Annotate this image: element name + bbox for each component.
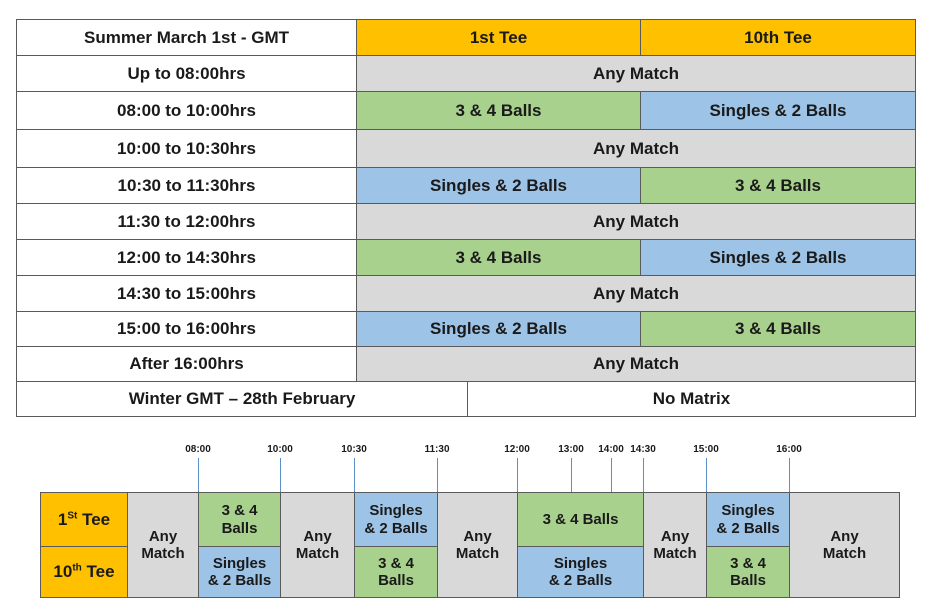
segment-10th-tee-3-4-balls: 3 & 4 Balls: [354, 546, 438, 598]
tick-label: 12:00: [504, 444, 530, 455]
tick-line: [571, 458, 572, 492]
segment-any-match: Any Match: [789, 492, 900, 598]
row-time: 10:30 to 11:30hrs: [16, 167, 357, 204]
tick-label: 10:30: [341, 444, 367, 455]
timeline-10th-tee-label: 10th Tee: [40, 546, 128, 598]
row-any-match: Any Match: [356, 55, 916, 92]
tick-label: 16:00: [776, 444, 802, 455]
row-time: Up to 08:00hrs: [16, 55, 357, 92]
row-any-match: Any Match: [356, 275, 916, 312]
row-time: 14:30 to 15:00hrs: [16, 275, 357, 312]
header-1st-tee: 1st Tee: [356, 19, 641, 56]
row-10th-tee-slot: Singles & 2 Balls: [640, 91, 916, 130]
row-any-match: Any Match: [356, 203, 916, 240]
row-10th-tee-slot: 3 & 4 Balls: [640, 167, 916, 204]
segment-10th-tee-3-4-balls: 3 & 4 Balls: [706, 546, 790, 598]
winter-label: Winter GMT – 28th February: [16, 381, 468, 417]
tick-label: 15:00: [693, 444, 719, 455]
tick-line: [789, 458, 790, 492]
tick-line: [706, 458, 707, 492]
row-any-match: Any Match: [356, 346, 916, 382]
row-1st-tee-slot: 3 & 4 Balls: [356, 91, 641, 130]
row-10th-tee-slot: 3 & 4 Balls: [640, 311, 916, 347]
row-1st-tee-slot: Singles & 2 Balls: [356, 311, 641, 347]
row-10th-tee-slot: Singles & 2 Balls: [640, 239, 916, 276]
segment-1st-tee-singles: Singles & 2 Balls: [354, 492, 438, 547]
row-time: 10:00 to 10:30hrs: [16, 129, 357, 168]
tick-line: [198, 458, 199, 492]
tick-line: [354, 458, 355, 492]
tick-line: [437, 458, 438, 492]
header-season-label: Summer March 1st - GMT: [16, 19, 357, 56]
segment-any-match: Any Match: [127, 492, 199, 598]
segment-1st-tee-3-4-balls: 3 & 4 Balls: [198, 492, 281, 547]
segment-10th-tee-singles: Singles & 2 Balls: [517, 546, 644, 598]
tick-label: 14:00: [598, 444, 624, 455]
segment-any-match: Any Match: [437, 492, 518, 598]
row-time: 12:00 to 14:30hrs: [16, 239, 357, 276]
tick-label: 14:30: [630, 444, 656, 455]
tick-label: 11:30: [424, 444, 450, 455]
tick-label: 13:00: [558, 444, 584, 455]
row-time: After 16:00hrs: [16, 346, 357, 382]
tick-line: [611, 458, 612, 492]
winter-value: No Matrix: [467, 381, 916, 417]
tick-label: 10:00: [267, 444, 293, 455]
segment-any-match: Any Match: [643, 492, 707, 598]
segment-1st-tee-3-4-balls: 3 & 4 Balls: [517, 492, 644, 547]
row-1st-tee-slot: Singles & 2 Balls: [356, 167, 641, 204]
tick-label: 08:00: [185, 444, 211, 455]
row-any-match: Any Match: [356, 129, 916, 168]
tick-line: [280, 458, 281, 492]
tick-line: [517, 458, 518, 492]
segment-any-match: Any Match: [280, 492, 355, 598]
row-1st-tee-slot: 3 & 4 Balls: [356, 239, 641, 276]
segment-10th-tee-singles: Singles & 2 Balls: [198, 546, 281, 598]
timeline-1st-tee-label: 1St Tee: [40, 492, 128, 547]
row-time: 11:30 to 12:00hrs: [16, 203, 357, 240]
tick-line: [643, 458, 644, 492]
header-10th-tee: 10th Tee: [640, 19, 916, 56]
segment-1st-tee-singles: Singles & 2 Balls: [706, 492, 790, 547]
row-time: 08:00 to 10:00hrs: [16, 91, 357, 130]
row-time: 15:00 to 16:00hrs: [16, 311, 357, 347]
